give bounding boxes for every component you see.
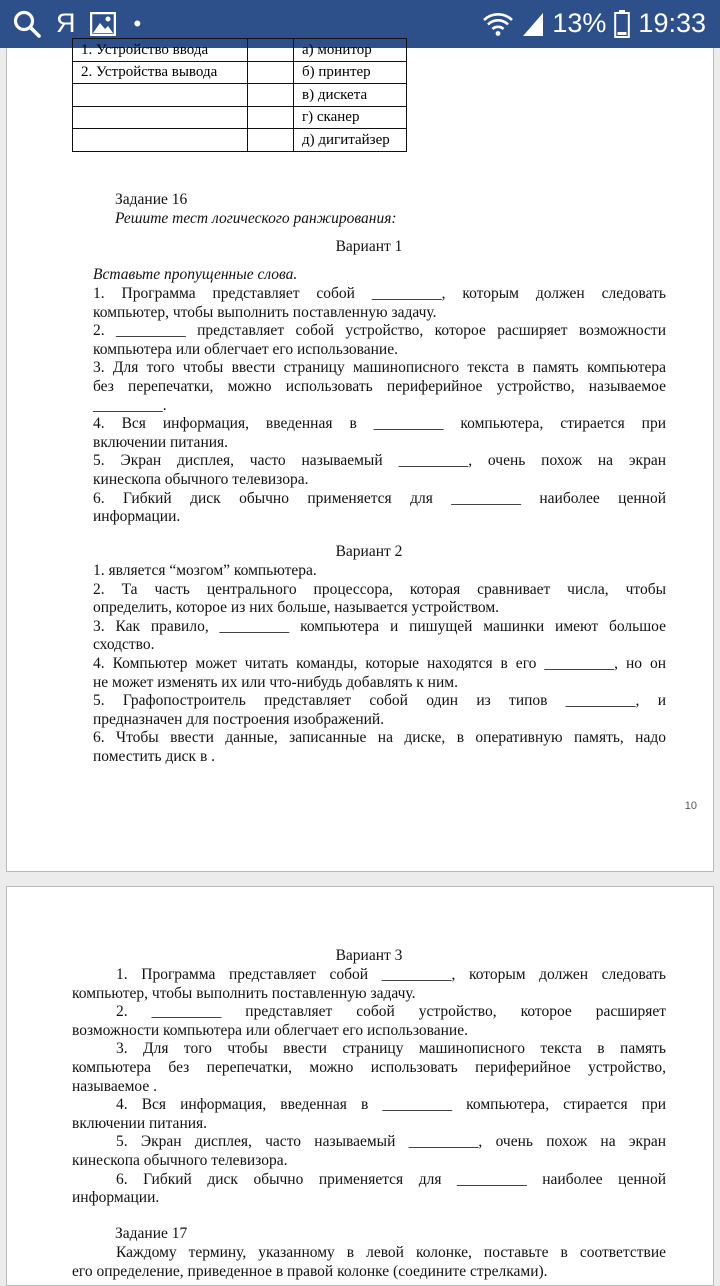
list-item-line: информации. bbox=[72, 1189, 160, 1207]
list-item-line: 3. Для того чтобы ввести страницу машинописного текста в память компьютера bbox=[93, 359, 666, 377]
list-item-line: сходство. bbox=[93, 636, 155, 654]
table-cell: б) принтер bbox=[294, 61, 407, 84]
list-item-line: 1. Программа представляет собой _________, которым должен следовать bbox=[93, 285, 666, 302]
variant1-title: Вариант 1 bbox=[335, 238, 403, 255]
list-item-line: не может изменять их или что-нибудь добавлять к ним. bbox=[93, 673, 458, 691]
list-item-line: включении питания. bbox=[93, 433, 229, 451]
list-item-line: 5. Графопостроитель представляет собой один из типов _________, и bbox=[93, 692, 666, 710]
list-item-line: 2. Та часть центрального процессора, которая сравнивает числа, чтобы bbox=[93, 580, 666, 598]
list-item-line: 3. Как правило, _________ компьютера и пишущей машинки имеют большое bbox=[93, 617, 666, 635]
list-item-line: 1. является “мозгом” компьютера. bbox=[93, 562, 317, 579]
list-item-line: 1. Программа представляет собой _________, которым должен следовать bbox=[116, 966, 666, 983]
clock: 19:33 bbox=[638, 8, 706, 38]
task17-line: Каждому термину, указанному в левой колонке, поставьте в соответствие bbox=[116, 1244, 666, 1261]
table-cell bbox=[73, 84, 248, 107]
list-item-line: включении питания. bbox=[72, 1114, 208, 1132]
battery-percent: 13% bbox=[552, 8, 607, 38]
list-item-line: определить, которое из них больше, называется устройством. bbox=[93, 599, 500, 617]
task17-title: Задание 17 bbox=[115, 1225, 188, 1242]
document-page-11[interactable] bbox=[6, 886, 714, 1286]
table-cell bbox=[248, 84, 294, 107]
list-item-line: возможности компьютера или облегчает его использование. bbox=[72, 1021, 468, 1039]
page-number: 10 bbox=[684, 800, 697, 812]
list-item-line: кинескопа обычного телевизора. bbox=[93, 470, 309, 488]
notification-dot-icon: • bbox=[133, 10, 142, 36]
list-item-line: предназначен для построения изображений. bbox=[93, 710, 385, 728]
variant1-instruction: Вставьте пропущенные слова. bbox=[93, 266, 298, 283]
list-item-line: называемое . bbox=[72, 1077, 157, 1095]
table-cell: 2. Устройства вывода bbox=[73, 61, 248, 84]
table-cell bbox=[73, 129, 248, 152]
table-cell bbox=[73, 106, 248, 129]
list-item-line: 3. Для того чтобы ввести страницу машинописного текста в память bbox=[116, 1040, 666, 1058]
list-item-line: 6. Чтобы ввести данные, записанные на диске, в оперативную память, надо bbox=[93, 729, 666, 747]
table-row bbox=[73, 39, 407, 62]
list-item-line: 2. _________ представляет собой устройство, которое расширяет возможности bbox=[93, 322, 666, 340]
list-item-line: компьютер, чтобы выполнить поставленную задачу. bbox=[93, 303, 437, 321]
list-item-line: _________. bbox=[93, 396, 167, 414]
variant3-list bbox=[72, 966, 666, 1208]
task17-text bbox=[72, 1244, 666, 1281]
list-item-line: 6. Гибкий диск обычно применяется для _________ наиболее ценной bbox=[93, 489, 666, 507]
variant2-list bbox=[93, 562, 666, 767]
list-item-line: 6. Гибкий диск обычно применяется для _________ наиболее ценной bbox=[116, 1170, 666, 1188]
task16-title: Задание 16 bbox=[115, 191, 188, 208]
table-cell: в) дискета bbox=[294, 84, 407, 107]
table-row bbox=[73, 106, 407, 129]
variant2-title: Вариант 2 bbox=[335, 543, 403, 560]
table-cell: г) сканер bbox=[294, 106, 407, 129]
document-page-10[interactable] bbox=[6, 41, 714, 872]
table-cell: 1. Устройство ввода bbox=[73, 39, 248, 62]
gallery-icon bbox=[90, 12, 116, 36]
task16-subtitle: Решите тест логического ранжирования: bbox=[115, 210, 397, 227]
table-cell bbox=[248, 106, 294, 129]
list-item-line: поместить диск в . bbox=[93, 747, 216, 765]
table-row bbox=[73, 84, 407, 107]
table-row bbox=[73, 129, 407, 152]
table-cell bbox=[248, 129, 294, 152]
list-item-line: 4. Вся информация, введенная в _________ компьютера, стирается при bbox=[116, 1096, 666, 1114]
variant3-title: Вариант 3 bbox=[335, 947, 403, 964]
signal-icon bbox=[522, 11, 544, 37]
list-item-line: компьютер, чтобы выполнить поставленную задачу. bbox=[72, 984, 416, 1002]
list-item-line: кинескопа обычного телевизора. bbox=[72, 1151, 288, 1169]
search-icon[interactable] bbox=[12, 9, 42, 39]
table-cell: д) дигитайзер bbox=[294, 129, 407, 152]
wifi-icon bbox=[482, 11, 514, 37]
list-item-line: без перепечатки, можно использовать периферийное устройство, называемое bbox=[93, 377, 666, 395]
variant1-list bbox=[93, 285, 666, 527]
yandex-icon: Я bbox=[56, 8, 76, 38]
list-item-line: компьютера или облегчает его использование. bbox=[93, 340, 398, 358]
task17-line: его определение, приведенное в правой колонке (соедините стрелками). bbox=[72, 1262, 548, 1280]
list-item-line: информации. bbox=[93, 508, 181, 526]
list-item-line: 5. Экран дисплея, часто называемый _________, очень похож на экран bbox=[116, 1133, 666, 1151]
battery-icon bbox=[614, 10, 630, 38]
list-item-line: 4. Компьютер может читать команды, которые находятся в его _________, но он bbox=[93, 654, 666, 672]
list-item-line: 5. Экран дисплея, часто называемый _________, очень похож на экран bbox=[93, 452, 666, 470]
matching-table bbox=[72, 38, 407, 152]
list-item-line: 4. Вся информация, введенная в _________ компьютера, стирается при bbox=[93, 415, 666, 433]
list-item-line: 2. _________ представляет собой устройство, которое расширяет bbox=[116, 1003, 666, 1021]
table-cell: а) монитор bbox=[294, 39, 407, 62]
table-cell bbox=[248, 39, 294, 62]
list-item-line: компьютера без перепечатки, можно использовать периферийное устройство, bbox=[72, 1058, 666, 1076]
table-row bbox=[73, 61, 407, 84]
table-cell bbox=[248, 61, 294, 84]
